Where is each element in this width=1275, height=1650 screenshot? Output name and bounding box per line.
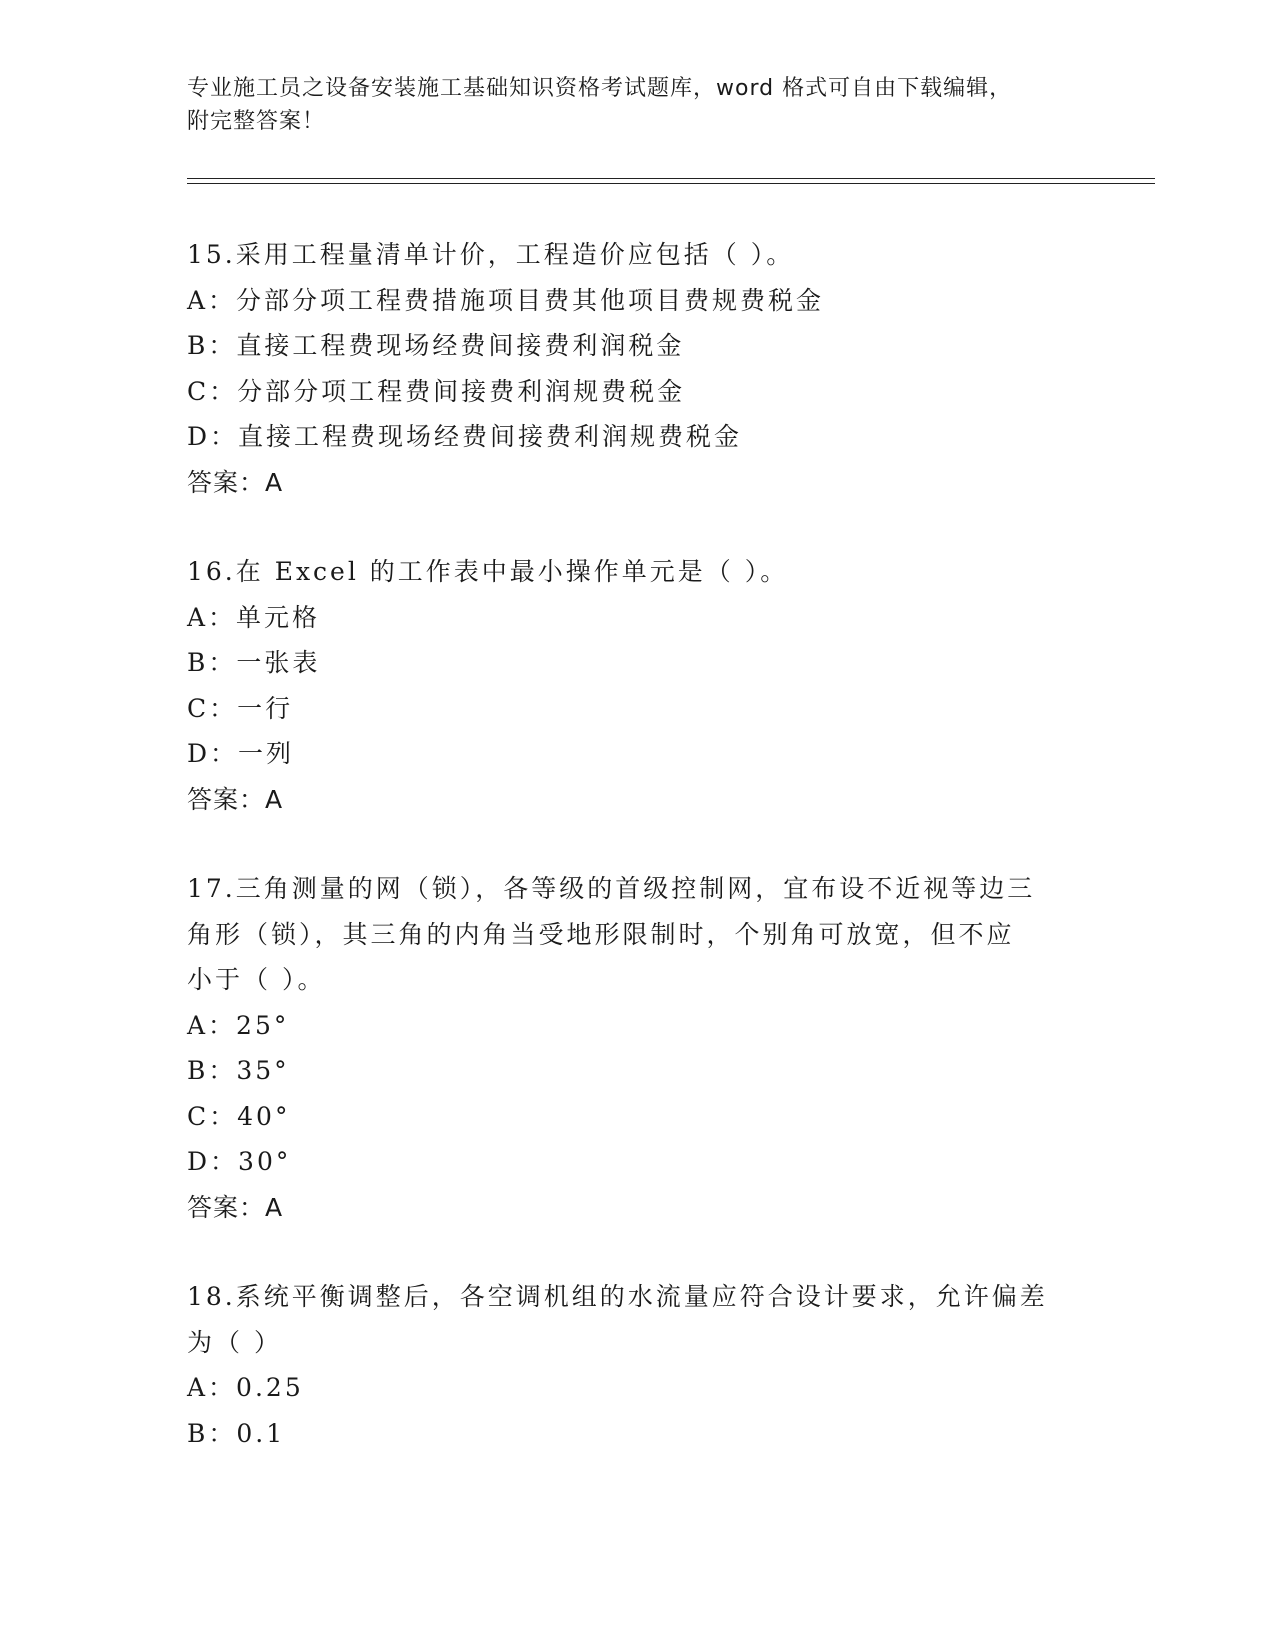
option-a: A：0.25 — [187, 1373, 304, 1402]
question-stem-line-2: 角形（锁），其三角的内角当受地形限制时，个别角可放宽，但不应 — [187, 919, 1015, 949]
option-a: A：单元格 — [187, 602, 321, 632]
question-stem: 15.采用工程量清单计价，工程造价应包括（ ）。 — [187, 240, 795, 269]
question-15 — [187, 232, 1087, 505]
answer-line: 答案：A — [187, 1192, 284, 1222]
question-stem-line-3: 小于（ ）。 — [187, 965, 326, 994]
answer-line: 答案：A — [187, 784, 284, 814]
option-c: C：一行 — [187, 693, 294, 723]
option-c: C：40° — [187, 1101, 291, 1131]
question-17 — [187, 866, 1087, 1230]
question-stem-line-2: 为（ ） — [187, 1327, 282, 1357]
document-header — [187, 72, 1067, 138]
option-b: B：0.1 — [187, 1418, 286, 1448]
option-d: D：一列 — [187, 739, 295, 768]
option-b: B：一张表 — [187, 648, 321, 677]
header-line-1: 专业施工员之设备安装施工基础知识资格考试题库，word 格式可自由下载编辑， — [187, 76, 1013, 101]
question-list — [187, 232, 1087, 1500]
option-c: C：分部分项工程费间接费利润规费税金 — [187, 376, 686, 406]
question-stem-line-1: 18.系统平衡调整后，各空调机组的水流量应符合设计要求，允许偏差 — [187, 1282, 1048, 1311]
option-d: D：直接工程费现场经费间接费利润规费税金 — [187, 422, 743, 451]
option-a: A：分部分项工程费措施项目费其他项目费规费税金 — [187, 285, 825, 315]
option-a: A：25° — [187, 1010, 290, 1040]
option-b: B：直接工程费现场经费间接费利润税金 — [187, 331, 685, 360]
question-18 — [187, 1274, 1087, 1456]
header-line-2: 附完整答案！ — [187, 109, 326, 134]
question-16 — [187, 549, 1087, 822]
option-b: B：35° — [187, 1056, 290, 1085]
question-stem-line-1: 17.三角测量的网（锁），各等级的首级控制网，宜布设不近视等边三 — [187, 874, 1036, 903]
question-stem: 16.在 Excel 的工作表中最小操作单元是（ ）。 — [187, 557, 789, 586]
header-divider-top — [187, 178, 1155, 179]
option-d: D：30° — [187, 1147, 292, 1176]
answer-line: 答案：A — [187, 467, 284, 497]
header-divider-bottom — [187, 183, 1155, 184]
